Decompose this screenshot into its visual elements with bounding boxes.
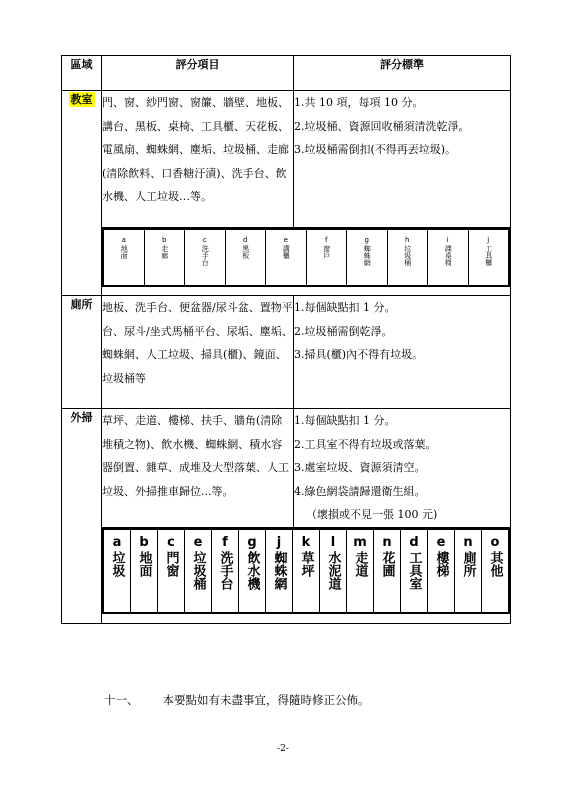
standard-outdoor-4: 4.綠色網袋請歸還衛生組。: [294, 484, 426, 498]
classroom-label-letter: g: [364, 236, 369, 244]
classroom-label-strip: [102, 228, 510, 287]
classroom-label-4: [266, 230, 307, 285]
outdoor-label-letter: f: [222, 535, 228, 550]
outdoor-label-letter: n: [382, 535, 392, 550]
outdoor-label-14: [482, 530, 508, 612]
header-standard: 評分標準: [294, 56, 511, 91]
section-outdoor-labels-row: [62, 528, 511, 624]
classroom-label-text: 工具櫃: [484, 245, 493, 266]
classroom-label-8: [428, 230, 469, 285]
outdoor-label-text: 洗手台: [217, 551, 233, 590]
outdoor-label-text: 其他: [487, 551, 503, 577]
outdoor-label-letter: e: [193, 535, 203, 550]
outdoor-label-strip-cell: [102, 528, 511, 624]
classroom-label-6: [347, 230, 388, 285]
standard-outdoor: [294, 409, 511, 528]
page-number: -2-: [277, 744, 289, 754]
classroom-label-3: [226, 230, 267, 285]
outdoor-label-text: 水泥道: [325, 551, 341, 590]
outdoor-label-letter: d: [409, 535, 419, 550]
items-classroom: [102, 91, 294, 228]
classroom-label-2: [185, 230, 226, 285]
classroom-label-text: 黑板: [241, 245, 250, 259]
standard-restroom-2: 2.垃圾桶需倒乾淨。: [294, 324, 393, 338]
outdoor-label-letter: g: [247, 535, 257, 550]
classroom-label-7: [388, 230, 429, 285]
classroom-label-letter: a: [121, 236, 126, 244]
standard-classroom-3: 3.垃圾桶需倒扣(不得再丟垃圾)。: [294, 143, 457, 156]
outdoor-label-letter: b: [139, 535, 149, 550]
standard-restroom-3: 3.掃具(櫃)內不得有垃圾。: [294, 348, 424, 361]
outdoor-label-text: 門窗: [163, 551, 179, 577]
outdoor-label-text: 走道: [352, 551, 368, 577]
outdoor-label-12: [428, 530, 455, 612]
classroom-label-letter: c: [202, 236, 207, 244]
section-outdoor-row: [62, 409, 511, 528]
classroom-label-0: [104, 230, 145, 285]
zone-classroom-label: 教室: [70, 93, 93, 106]
classroom-label-text: 垃圾桶: [403, 245, 412, 266]
outdoor-label-text: 垃圾桶: [190, 551, 206, 590]
classroom-label-text: 窗戶: [322, 245, 331, 259]
outdoor-label-letter: e: [436, 535, 446, 550]
outdoor-label-letter: n: [463, 535, 473, 550]
outdoor-label-text: 花圃: [379, 551, 395, 577]
outdoor-label-13: [455, 530, 482, 612]
zone-outdoor: [62, 409, 102, 624]
outdoor-label-9: [347, 530, 374, 612]
classroom-label-letter: d: [243, 236, 248, 244]
classroom-label-letter: j: [487, 236, 490, 244]
outdoor-label-5: [239, 530, 266, 612]
classroom-label-letter: b: [162, 236, 167, 244]
section-classroom-labels-row: [62, 228, 511, 296]
items-outdoor: [102, 409, 294, 528]
outdoor-label-text: 蜘蛛網: [271, 551, 287, 590]
standard-classroom-2: 2.垃圾桶、資源回收桶須清洗乾淨。: [294, 119, 470, 133]
header-zone: 區域: [62, 56, 102, 91]
table-header-row: [62, 56, 511, 91]
outdoor-label-strip: [102, 528, 510, 614]
footnote-text: 本要點如有未盡事宜，得隨時修正公佈。: [162, 693, 370, 707]
section-restroom-row: [62, 296, 511, 409]
standard-outdoor-1: 1.每個缺點扣 1 分。: [294, 414, 396, 427]
header-items: 評分項目: [102, 56, 294, 91]
standard-outdoor-2: 2.工具室不得有垃圾或落葉。: [294, 437, 437, 451]
items-outdoor-text: 草坪、走道、樓梯、扶手、牆角(清除堆積之物)、飲水機、蜘蛛網、積水容器倒置、雜草、成堆及大型落葉、人工垃圾、外掃推車歸位...等。: [102, 414, 289, 498]
standard-classroom-1: 1.共 10 項，每項 10 分。: [294, 96, 424, 109]
footnote: [104, 692, 370, 708]
outdoor-label-letter: j: [276, 535, 282, 550]
outdoor-label-text: 樓梯: [433, 551, 449, 577]
outdoor-label-text: 地面: [136, 551, 152, 577]
footnote-number: 十一、: [104, 693, 139, 707]
outdoor-label-letter: a: [112, 535, 122, 550]
outdoor-label-10: [374, 530, 401, 612]
zone-outdoor-label: 外掃: [70, 411, 93, 424]
outdoor-label-11: [401, 530, 428, 612]
classroom-label-text: 洗手台: [201, 245, 210, 266]
section-classroom-row: [62, 91, 511, 228]
outdoor-label-2: [158, 530, 185, 612]
outdoor-label-0: [104, 530, 131, 612]
zone-restroom: [62, 296, 102, 409]
classroom-label-strip-cell: [102, 228, 511, 296]
outdoor-label-letter: o: [490, 535, 500, 550]
outdoor-label-6: [266, 530, 293, 612]
standard-restroom-1: 1.每個缺點扣 1 分。: [294, 301, 396, 314]
outdoor-label-letter: l: [330, 535, 336, 550]
outdoor-label-8: [320, 530, 347, 612]
items-restroom-text: 地板、洗手台、便盆器/尿斗盆、置物平台、尿斗/坐式馬桶平台、尿垢、塵垢、蜘蛛網、人工垃圾、掃具(櫃)、鏡面、垃圾桶等: [102, 301, 293, 385]
outdoor-label-text: 飲水機: [244, 551, 260, 590]
classroom-label-9: [469, 230, 509, 285]
classroom-label-letter: i: [446, 236, 449, 244]
standard-classroom: [294, 91, 511, 228]
outdoor-label-text: 廁所: [460, 551, 476, 577]
classroom-label-letter: h: [405, 236, 410, 244]
items-restroom: [102, 296, 294, 409]
standard-outdoor-3: 3.處室垃圾、資源須清空。: [294, 461, 426, 474]
zone-classroom: [62, 91, 102, 296]
standard-outdoor-5: （壞損或不見一張 100 元): [306, 508, 438, 521]
classroom-label-text: 講櫃: [282, 245, 291, 259]
outdoor-label-text: 草坪: [298, 551, 314, 577]
standard-restroom: [294, 296, 511, 409]
outdoor-label-text: 工具室: [406, 551, 422, 590]
items-classroom-text: 門、窗、紗門窗、窗簾、牆壁、地板、講台、黑板、桌椅、工具櫃、天花板、電風扇、蜘蛛網、塵垢、垃圾桶、走廊(清除飲料、口香糖汙漬)、洗手台、飲水機、人工垃圾…等。: [102, 96, 289, 203]
outdoor-label-1: [131, 530, 158, 612]
outdoor-label-letter: k: [301, 535, 311, 550]
classroom-label-text: 走廊: [160, 245, 169, 259]
outdoor-label-text: 垃圾: [109, 551, 125, 577]
zone-restroom-label: 廁所: [70, 298, 93, 311]
classroom-label-text: 蜘蛛網: [363, 245, 372, 266]
outdoor-label-letter: c: [167, 535, 175, 550]
outdoor-label-7: [293, 530, 320, 612]
outdoor-label-4: [212, 530, 239, 612]
outdoor-label-letter: m: [353, 535, 367, 550]
classroom-label-1: [145, 230, 186, 285]
classroom-label-letter: e: [283, 236, 288, 244]
classroom-label-letter: f: [325, 236, 328, 244]
classroom-label-text: 課桌椅: [444, 245, 453, 266]
scoring-table: [61, 55, 511, 624]
classroom-label-5: [307, 230, 348, 285]
outdoor-label-3: [185, 530, 212, 612]
classroom-label-text: 地面: [120, 245, 129, 259]
